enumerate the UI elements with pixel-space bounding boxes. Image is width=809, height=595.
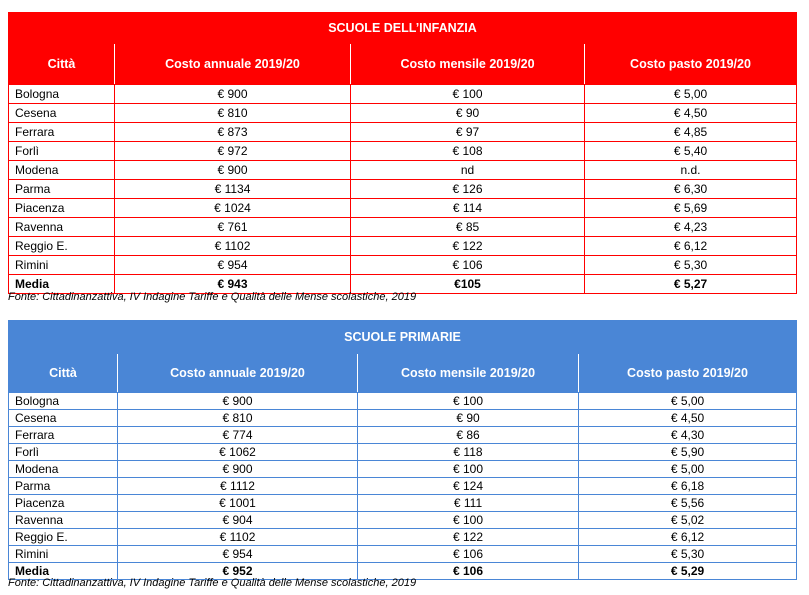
- table-row: [9, 237, 797, 256]
- table-row: [9, 461, 797, 478]
- cell-costo-pasto: € 5,00: [579, 461, 797, 478]
- cell-costo-pasto: € 6,30: [585, 180, 797, 199]
- cell-costo-mensile: € 90: [351, 104, 585, 123]
- table-row: [9, 410, 797, 427]
- cell-costo-pasto: € 5,30: [585, 256, 797, 275]
- cell-costo-pasto: € 5,00: [585, 85, 797, 104]
- cell-costo-pasto: € 4,23: [585, 218, 797, 237]
- table-row: [9, 495, 797, 512]
- total-cell-costo-mensile: € 106: [358, 563, 579, 580]
- primarie-header-row: [9, 354, 797, 393]
- table-row: [9, 546, 797, 563]
- cell-costo-mensile: € 86: [358, 427, 579, 444]
- cell-costo-mensile: € 85: [351, 218, 585, 237]
- cell-costo-annuale: € 1001: [118, 495, 358, 512]
- cell-costo-annuale: € 810: [115, 104, 351, 123]
- cell-costo-mensile: € 90: [358, 410, 579, 427]
- cell-citta: Bologna: [9, 85, 115, 104]
- col-header-mensile: Costo mensile 2019/20: [351, 44, 585, 85]
- cell-costo-pasto: € 5,02: [579, 512, 797, 529]
- cell-costo-annuale: € 1102: [118, 529, 358, 546]
- cell-citta: Ravenna: [9, 512, 118, 529]
- cell-costo-mensile: € 122: [358, 529, 579, 546]
- cell-costo-annuale: € 1024: [115, 199, 351, 218]
- infanzia-title: SCUOLE DELL’INFANZIA: [9, 13, 797, 44]
- cell-citta: Piacenza: [9, 495, 118, 512]
- table-row: [9, 218, 797, 237]
- table-row: [9, 393, 797, 410]
- table-row: [9, 512, 797, 529]
- cell-costo-pasto: € 6,18: [579, 478, 797, 495]
- cell-citta: Ravenna: [9, 218, 115, 237]
- cell-costo-annuale: € 900: [115, 161, 351, 180]
- cell-costo-annuale: € 900: [118, 461, 358, 478]
- col-header-citta: Città: [9, 354, 118, 393]
- cell-citta: Parma: [9, 478, 118, 495]
- cell-costo-annuale: € 774: [118, 427, 358, 444]
- cell-citta: Reggio E.: [9, 529, 118, 546]
- col-header-citta: Città: [9, 44, 115, 85]
- cell-citta: Ferrara: [9, 427, 118, 444]
- table-row: [9, 427, 797, 444]
- total-cell-costo-pasto: € 5,27: [585, 275, 797, 294]
- cell-costo-annuale: € 904: [118, 512, 358, 529]
- cell-costo-pasto: € 5,40: [585, 142, 797, 161]
- primarie-title: SCUOLE PRIMARIE: [9, 321, 797, 354]
- table-row: [9, 444, 797, 461]
- cell-citta: Bologna: [9, 393, 118, 410]
- primarie-title-row: [9, 321, 797, 354]
- table-row: [9, 104, 797, 123]
- cell-citta: Ferrara: [9, 123, 115, 142]
- cell-costo-pasto: € 5,90: [579, 444, 797, 461]
- col-header-annuale: Costo annuale 2019/20: [115, 44, 351, 85]
- cell-costo-mensile: € 122: [351, 237, 585, 256]
- cell-citta: Forlì: [9, 142, 115, 161]
- cell-costo-pasto: € 4,50: [579, 410, 797, 427]
- cell-costo-pasto: € 4,85: [585, 123, 797, 142]
- infanzia-source-note: Fonte: Cittadinanzattiva, IV Indagine Tariffe e Qualità delle Mense scolastiche, 2019: [8, 291, 417, 303]
- table-row: [9, 199, 797, 218]
- cell-citta: Rimini: [9, 256, 115, 275]
- cell-costo-annuale: € 1112: [118, 478, 358, 495]
- table-row: [9, 142, 797, 161]
- table-row: [9, 161, 797, 180]
- cell-citta: Parma: [9, 180, 115, 199]
- infanzia-table: [8, 12, 797, 294]
- cell-costo-mensile: € 111: [358, 495, 579, 512]
- cell-citta: Modena: [9, 161, 115, 180]
- cell-costo-annuale: € 954: [115, 256, 351, 275]
- cell-costo-mensile: € 124: [358, 478, 579, 495]
- cell-costo-annuale: € 900: [118, 393, 358, 410]
- cell-costo-annuale: € 761: [115, 218, 351, 237]
- table-row: [9, 529, 797, 546]
- cell-costo-mensile: € 106: [351, 256, 585, 275]
- cell-costo-pasto: n.d.: [585, 161, 797, 180]
- cell-costo-annuale: € 1134: [115, 180, 351, 199]
- infanzia-header-row: [9, 44, 797, 85]
- primarie-table: [8, 320, 797, 580]
- cell-costo-mensile: € 126: [351, 180, 585, 199]
- infanzia-title-row: [9, 13, 797, 44]
- table-row: [9, 180, 797, 199]
- cell-citta: Forlì: [9, 444, 118, 461]
- cell-costo-annuale: € 900: [115, 85, 351, 104]
- cell-costo-pasto: € 4,50: [585, 104, 797, 123]
- cell-citta: Cesena: [9, 104, 115, 123]
- total-cell-costo-mensile: €105: [351, 275, 585, 294]
- total-cell-citta: Media: [9, 563, 118, 580]
- col-header-mensile: Costo mensile 2019/20: [358, 354, 579, 393]
- cell-costo-pasto: € 5,56: [579, 495, 797, 512]
- cell-costo-annuale: € 873: [115, 123, 351, 142]
- col-header-pasto: Costo pasto 2019/20: [579, 354, 797, 393]
- total-cell-citta: Media: [9, 275, 115, 294]
- cell-citta: Cesena: [9, 410, 118, 427]
- table-row: [9, 85, 797, 104]
- cell-costo-mensile: € 100: [358, 393, 579, 410]
- cell-costo-pasto: € 4,30: [579, 427, 797, 444]
- cell-costo-mensile: € 114: [351, 199, 585, 218]
- cell-costo-mensile: € 106: [358, 546, 579, 563]
- total-cell-costo-pasto: € 5,29: [579, 563, 797, 580]
- cell-costo-pasto: € 5,00: [579, 393, 797, 410]
- col-header-pasto: Costo pasto 2019/20: [585, 44, 797, 85]
- cell-costo-pasto: € 5,69: [585, 199, 797, 218]
- cell-costo-mensile: € 100: [358, 461, 579, 478]
- cell-citta: Rimini: [9, 546, 118, 563]
- cell-costo-annuale: € 810: [118, 410, 358, 427]
- primarie-source-note: Fonte: Cittadinanzattiva, IV Indagine Tariffe e Qualità delle Mense scolastiche, 2019: [8, 577, 417, 589]
- cell-costo-mensile: € 100: [351, 85, 585, 104]
- cell-costo-mensile: € 100: [358, 512, 579, 529]
- cell-costo-annuale: € 972: [115, 142, 351, 161]
- cell-citta: Reggio E.: [9, 237, 115, 256]
- cell-costo-annuale: € 1102: [115, 237, 351, 256]
- total-cell-costo-annuale: € 943: [115, 275, 351, 294]
- cell-costo-mensile: € 97: [351, 123, 585, 142]
- cell-costo-mensile: € 108: [351, 142, 585, 161]
- cell-costo-mensile: € 118: [358, 444, 579, 461]
- table-row: [9, 478, 797, 495]
- cell-costo-annuale: € 1062: [118, 444, 358, 461]
- cell-costo-pasto: € 5,30: [579, 546, 797, 563]
- cell-costo-pasto: € 6,12: [579, 529, 797, 546]
- cell-citta: Modena: [9, 461, 118, 478]
- cell-costo-annuale: € 954: [118, 546, 358, 563]
- table-row: [9, 123, 797, 142]
- total-cell-costo-annuale: € 952: [118, 563, 358, 580]
- cell-citta: Piacenza: [9, 199, 115, 218]
- cell-costo-pasto: € 6,12: [585, 237, 797, 256]
- table-row: [9, 256, 797, 275]
- cell-costo-mensile: nd: [351, 161, 585, 180]
- col-header-annuale: Costo annuale 2019/20: [118, 354, 358, 393]
